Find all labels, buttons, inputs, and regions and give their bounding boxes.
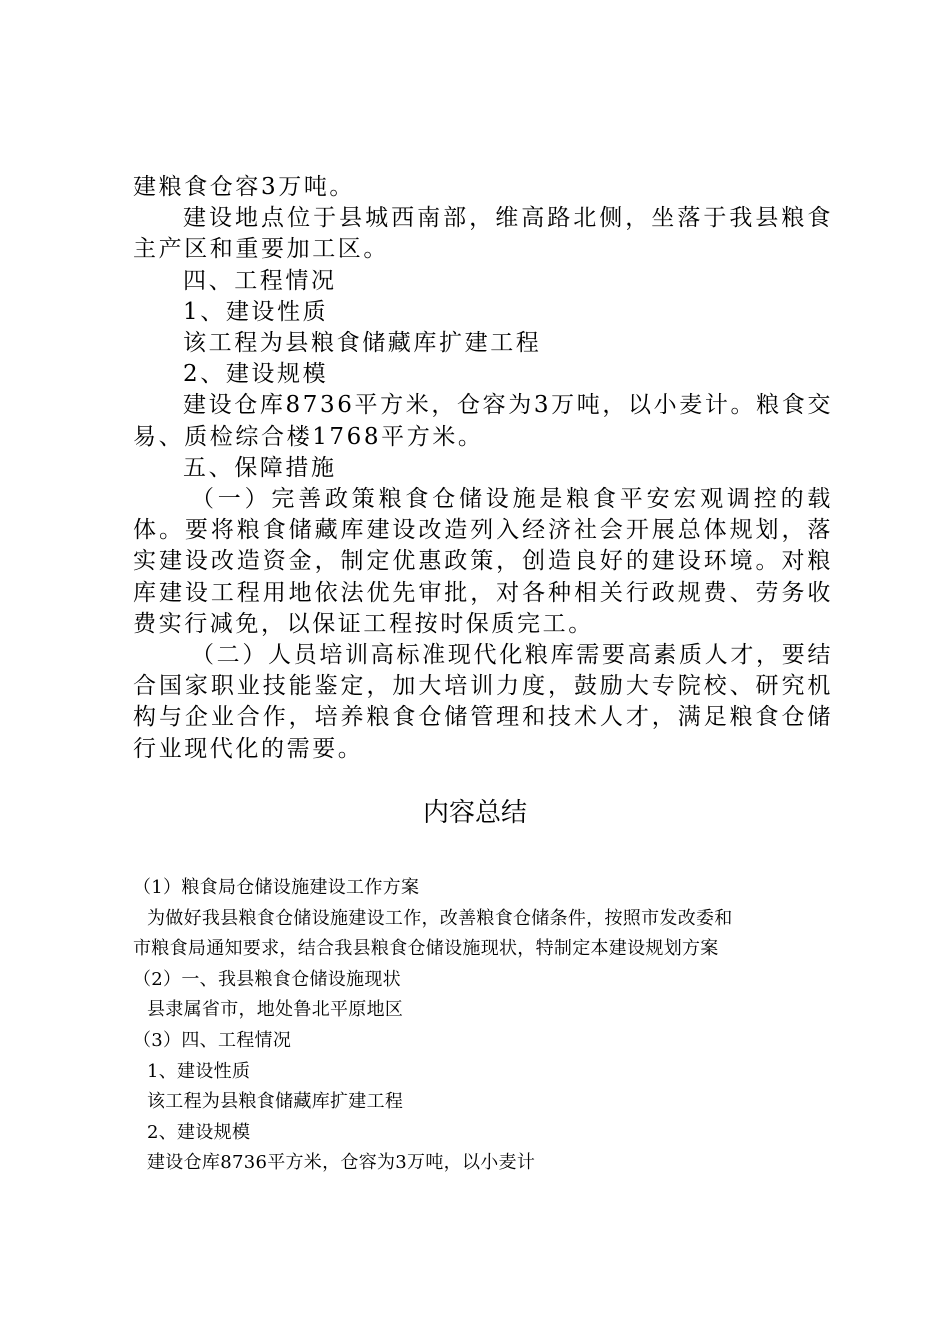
summary-section bbox=[133, 873, 833, 1179]
paragraph-construction-scale: 建设仓库8736平方米，仓容为3万吨，以小麦计。粮食交易、质检综合楼1768平方米。 bbox=[133, 392, 833, 450]
heading-safeguards: 五、保障措施 bbox=[183, 454, 337, 481]
summary-item: （2）一、我县粮食仓储设施现状 bbox=[133, 968, 401, 990]
summary-item: 为做好我县粮食仓储设施建设工作，改善粮食仓储条件，按照市发改委和 bbox=[147, 907, 733, 929]
paragraph-construction-nature: 该工程为县粮食储藏库扩建工程 bbox=[183, 330, 542, 357]
summary-item: 1、建设性质 bbox=[147, 1060, 251, 1082]
paragraph-location: 建设地点位于县城西南部，维高路北侧，坐落于我县粮食主产区和重要加工区。 bbox=[133, 205, 833, 263]
paragraph-training: （二）人员培训高标准现代化粮库需要高素质人才，要结合国家职业技能鉴定，加大培训力度，鼓励大专院校、研究机构与企业合作，培养粮食仓储管理和技术人才，满足粮食仓储行业现代化的需要。 bbox=[133, 642, 833, 762]
summary-item: 该工程为县粮食储藏库扩建工程 bbox=[147, 1091, 404, 1113]
body-text bbox=[133, 172, 833, 765]
paragraph-capacity: 建粮食仓容3万吨。 bbox=[133, 174, 356, 200]
heading-project-status: 四、工程情况 bbox=[183, 267, 337, 294]
summary-item: （3）四、工程情况 bbox=[133, 1029, 292, 1051]
paragraph-policy: （一）完善政策粮食仓储设施是粮食平安宏观调控的载体。要将粮食储藏库建设改造列入经济社会开展总体规划，落实建设改造资金，制定优惠政策，创造良好的建设环境。对粮库建设工程用地依法优先审批，对各种相关行政规费、劳务收费实行减免，以保证工程按时保质完工。 bbox=[133, 486, 833, 637]
summary-item: 市粮食局通知要求，结合我县粮食仓储设施现状，特制定本建设规划方案 bbox=[133, 938, 719, 960]
heading-construction-scale: 2、建设规模 bbox=[183, 361, 329, 388]
summary-item: 建设仓库8736平方米，仓容为3万吨，以小麦计 bbox=[147, 1152, 536, 1174]
summary-item: 2、建设规模 bbox=[147, 1121, 251, 1143]
heading-construction-nature: 1、建设性质 bbox=[183, 298, 329, 325]
summary-item: 县隶属省市，地处鲁北平原地区 bbox=[147, 999, 404, 1021]
summary-title: 内容总结 bbox=[422, 798, 527, 828]
summary-item: （1）粮食局仓储设施建设工作方案 bbox=[133, 877, 420, 898]
